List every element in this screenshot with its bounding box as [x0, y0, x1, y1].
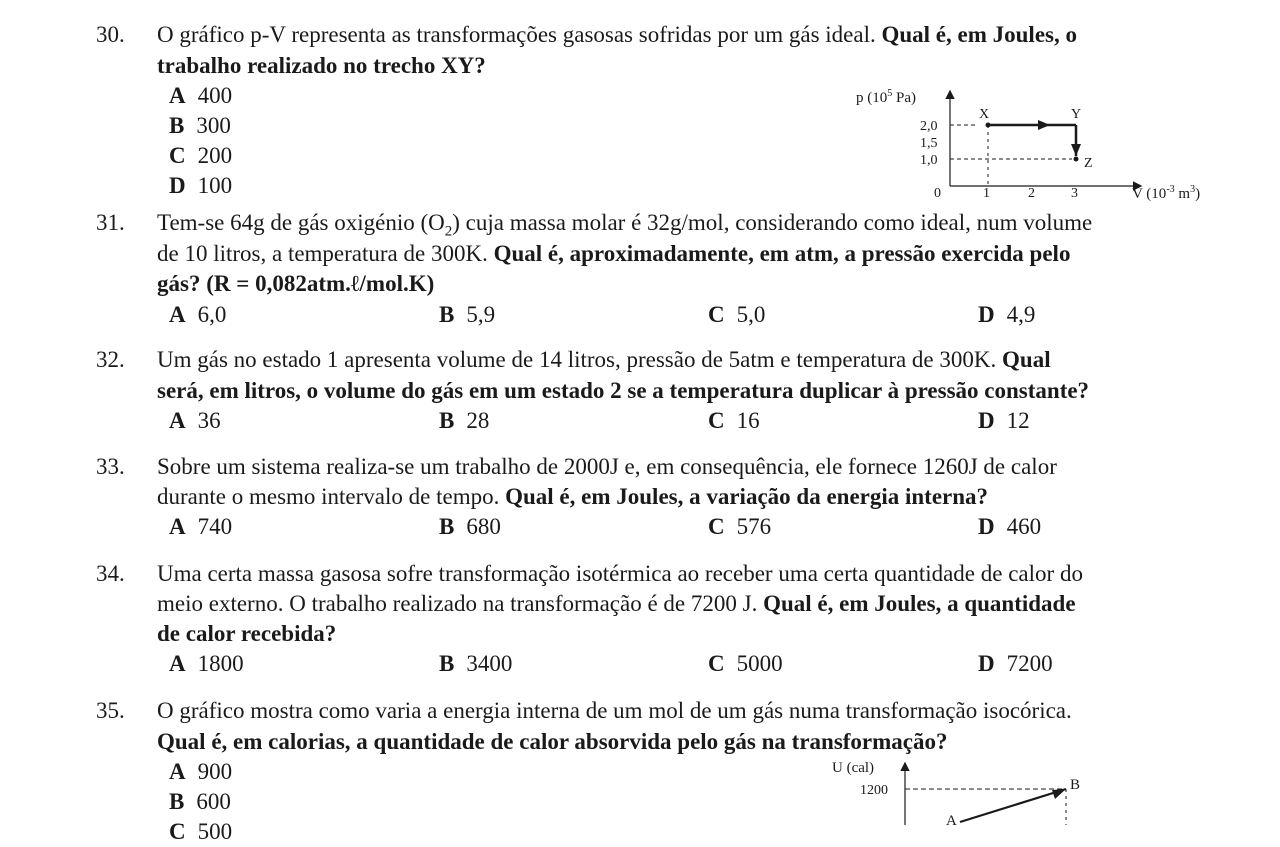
- question-text: Sobre um sistema realiza-se um trabalho de 2000J e, em consequência, ele fornece 1260J de calor: [157, 454, 1057, 479]
- option-b[interactable]: B 5,9: [439, 302, 496, 327]
- option-b[interactable]: B 28: [439, 408, 490, 433]
- x-tick-label: 0: [934, 186, 941, 201]
- question-number: 35.: [96, 698, 125, 723]
- question-text: será, em litros, o volume do gás em um estado 2 se a temperatura duplicar à pressão constante?: [157, 378, 1090, 403]
- option-d[interactable]: D 7200: [978, 651, 1053, 676]
- y-axis-label: U (cal): [832, 760, 875, 776]
- option-a[interactable]: A 1800: [169, 651, 244, 676]
- option-b[interactable]: B 600: [169, 789, 231, 814]
- x-tick-label: 3: [1071, 186, 1078, 201]
- x-tick-label: 1: [983, 186, 990, 201]
- arrow-icon: [1038, 120, 1050, 130]
- option-a[interactable]: A 740: [169, 514, 233, 539]
- option-b[interactable]: B 680: [439, 514, 501, 539]
- question-number: 32.: [96, 347, 125, 372]
- point-label: X: [979, 107, 990, 122]
- x-tick-label: 2: [1028, 186, 1035, 201]
- question-text: de 10 litros, a temperatura de 300K. Qual é, aproximadamente, em atm, a pressão exercida pelo: [157, 241, 1071, 266]
- y-axis-label: p ($10^5$ Pa): [856, 88, 916, 106]
- question-text: durante o mesmo intervalo de tempo. Qual é, em Joules, a variação da energia interna?: [157, 484, 989, 509]
- option-c[interactable]: C 5000: [708, 651, 783, 676]
- option-d[interactable]: D 100: [169, 173, 233, 198]
- question-text: gás? (R = 0,082atm.ℓ/mol.K): [157, 271, 435, 296]
- y-tick-label: 1200: [860, 783, 888, 798]
- option-a[interactable]: A 6,0: [169, 302, 227, 327]
- question-text: Um gás no estado 1 apresenta volume de 14 litros, pressão de 5atm e temperatura de 300K. Qual: [157, 347, 1051, 372]
- question-text: O gráfico mostra como varia a energia interna de um mol de um gás numa transformação isocórica.: [157, 698, 1072, 723]
- option-c[interactable]: C 500: [169, 819, 233, 844]
- path-ab: [960, 789, 1066, 822]
- point-label: Z: [1084, 156, 1093, 171]
- option-c[interactable]: C 5,0: [708, 302, 766, 327]
- question-text: Qual é, em calorias, a quantidade de calor absorvida pelo gás na transformação?: [157, 729, 948, 754]
- pv-graph: [840, 78, 1240, 208]
- question-text: meio externo. O trabalho realizado na transformação é de 7200 J. Qual é, em Joules, a quantidade: [157, 591, 1076, 616]
- arrow-icon: [1071, 144, 1081, 156]
- question-number: 30.: [96, 22, 125, 47]
- point-label: Y: [1071, 107, 1082, 122]
- option-b[interactable]: B 300: [169, 113, 231, 138]
- question-text: O gráfico p-V representa as transformações gasosas sofridas por um gás ideal. Qual é, em Joules, o: [157, 22, 1077, 47]
- option-d[interactable]: D 12: [978, 408, 1030, 433]
- question-text: de calor recebida?: [157, 621, 337, 646]
- x-axis-label: V ($10^{-3}$ $m^3$): [1132, 184, 1201, 202]
- energy-graph: [830, 756, 1090, 825]
- option-a[interactable]: A 900: [169, 759, 233, 784]
- question-text: Tem-se 64g de gás oxigénio $(O_2)$ cuja massa molar é 32g/mol, considerando como ideal, num volume: [157, 210, 1093, 240]
- question-text: Uma certa massa gasosa sofre transformação isotérmica ao receber uma certa quantidade de calor do: [157, 561, 1083, 586]
- y-tick-label: 1,0: [920, 153, 938, 168]
- option-a[interactable]: A 400: [169, 83, 233, 108]
- option-d[interactable]: D 4,9: [978, 302, 1036, 327]
- option-a[interactable]: A 36: [169, 408, 221, 433]
- point-z: [1074, 157, 1079, 162]
- y-tick-label: 1,5: [920, 136, 938, 151]
- option-b[interactable]: B 3400: [439, 651, 513, 676]
- question-number: 33.: [96, 454, 125, 479]
- option-c[interactable]: C 16: [708, 408, 760, 433]
- option-c[interactable]: C 576: [708, 514, 772, 539]
- option-d[interactable]: D 460: [978, 514, 1042, 539]
- y-tick-label: 2,0: [920, 119, 938, 134]
- point-label: B: [1070, 777, 1081, 793]
- arrow-icon: [1052, 789, 1066, 799]
- question-number: 31.: [96, 210, 125, 235]
- option-c[interactable]: C 200: [169, 143, 233, 168]
- question-text: trabalho realizado no trecho XY?: [157, 53, 486, 78]
- question-number: 34.: [96, 561, 125, 586]
- point-x: [986, 123, 991, 128]
- point-label: A: [946, 813, 957, 825]
